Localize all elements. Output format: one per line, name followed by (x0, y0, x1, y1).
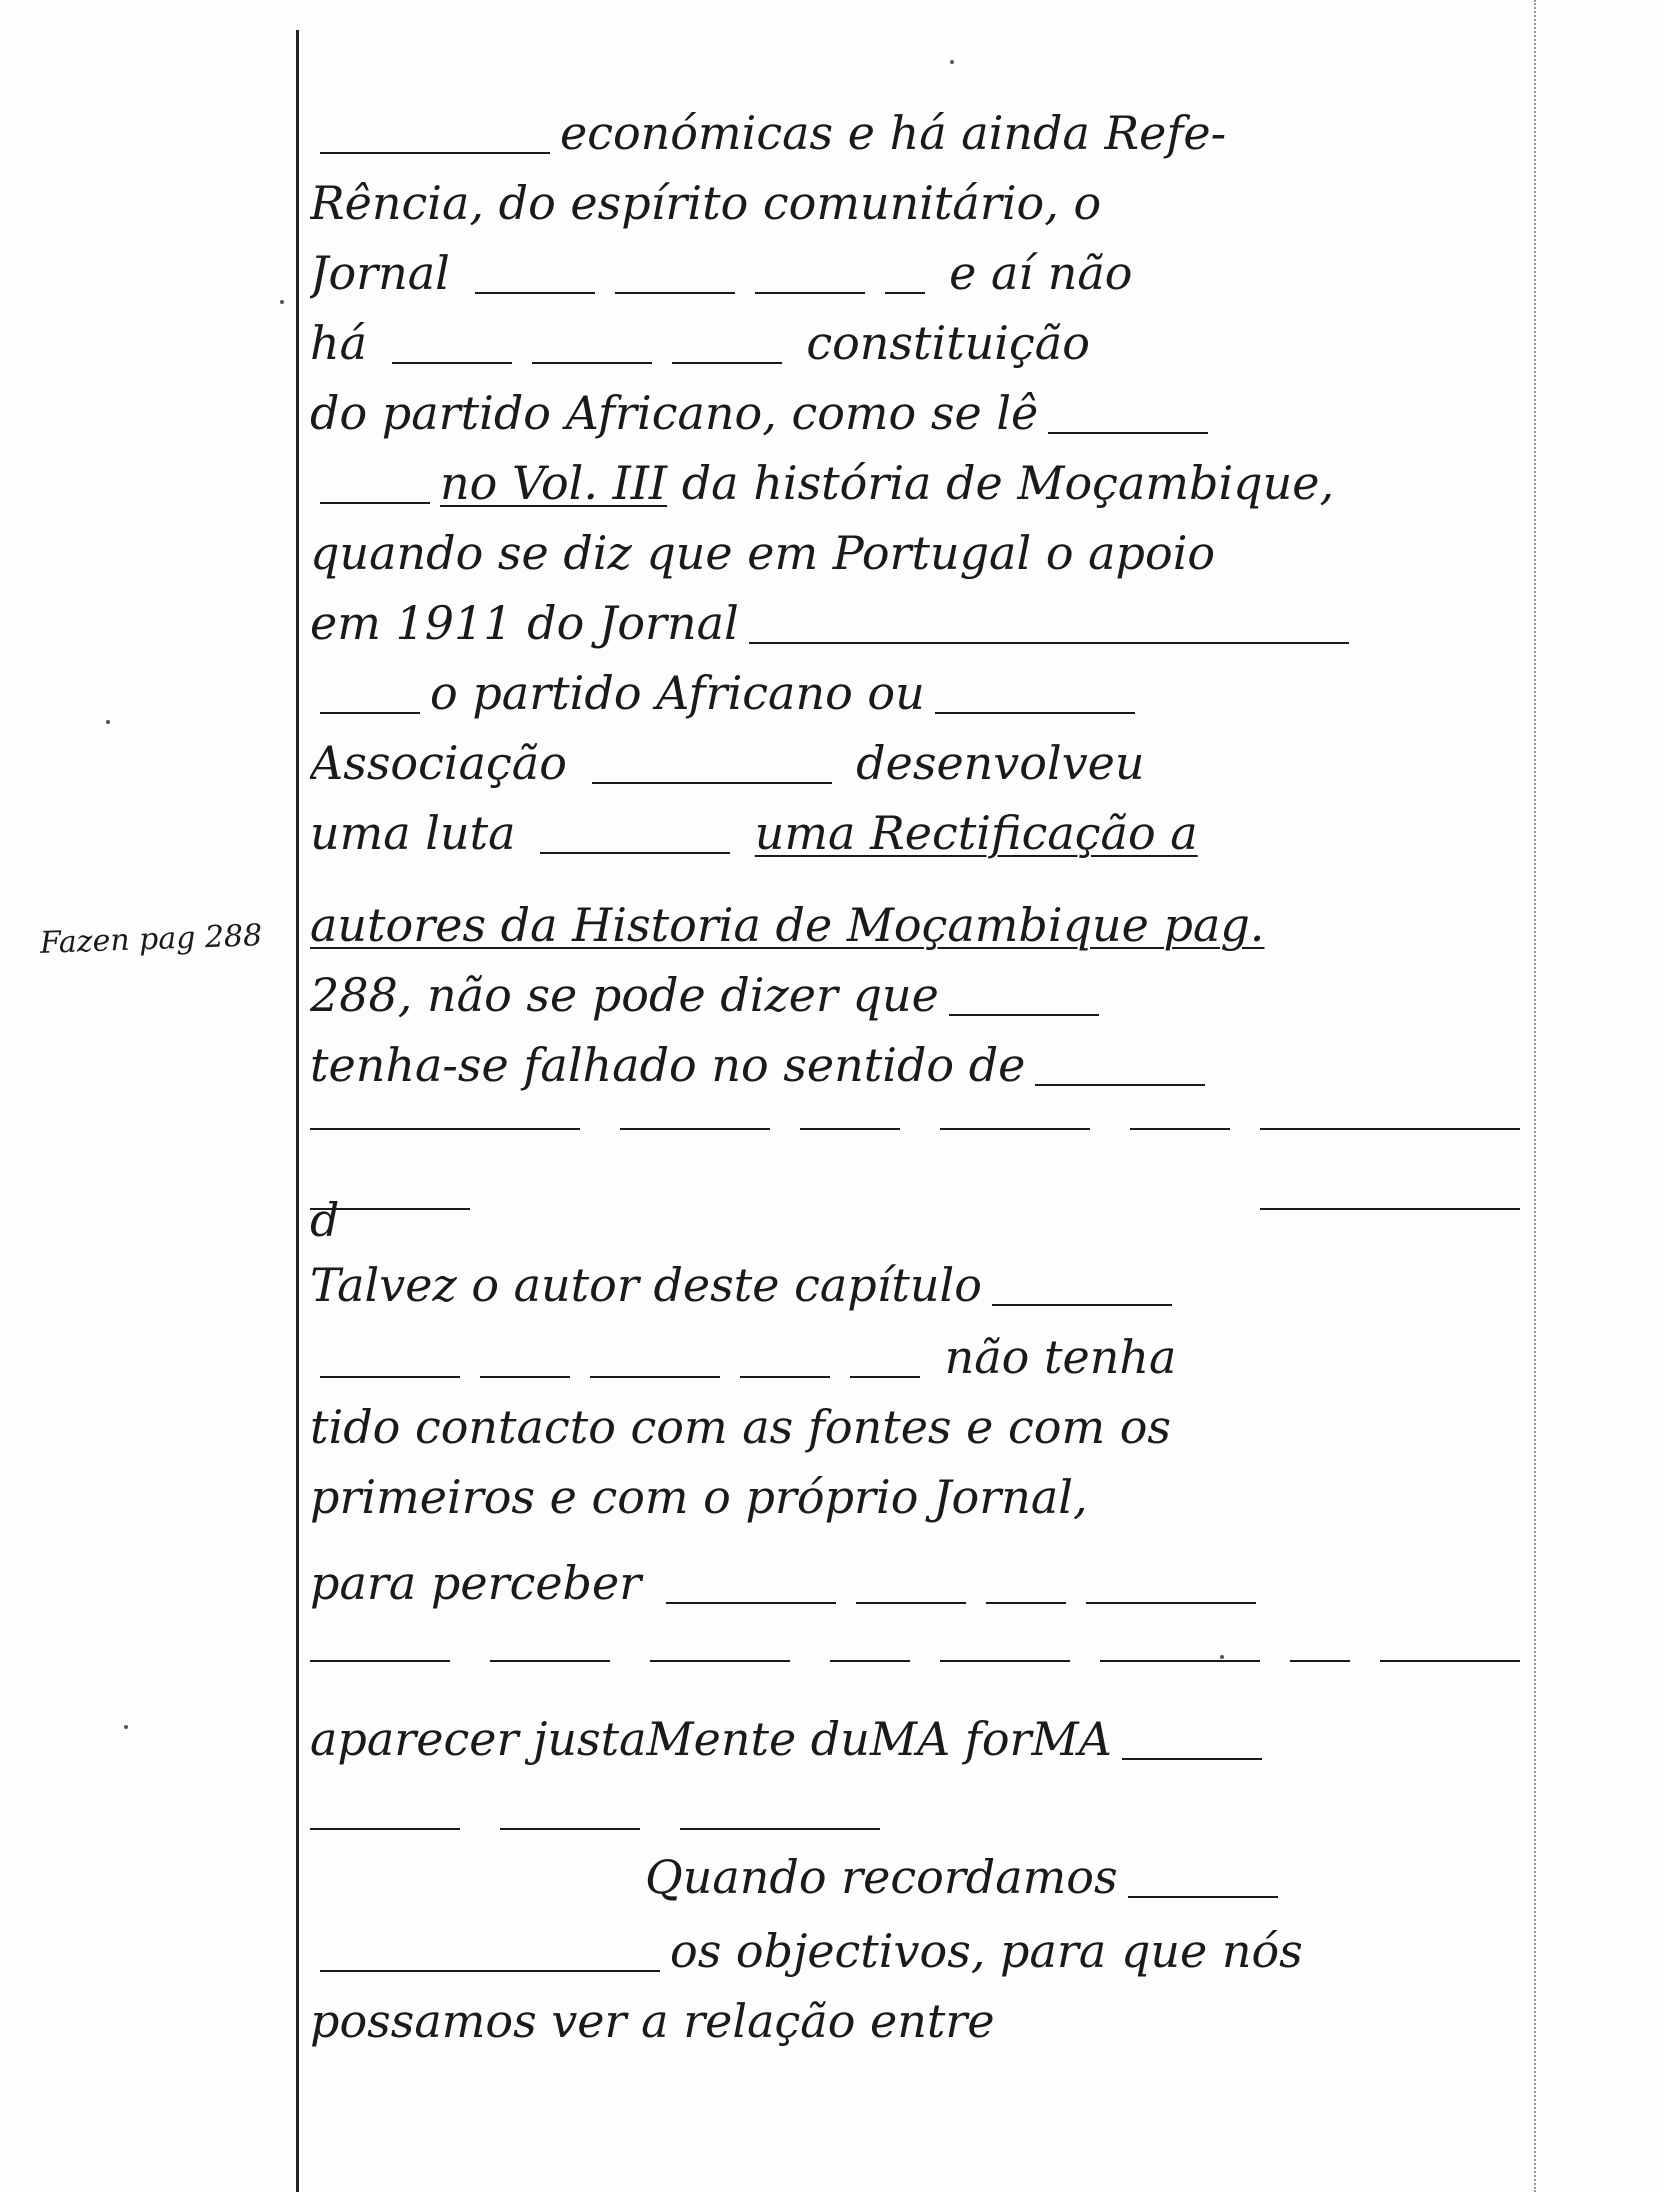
handwritten-line: Associação desenvolveu (310, 736, 1145, 790)
handwritten-line: o partido Africano ou (310, 658, 1525, 728)
blank-line-row (300, 1128, 1530, 1132)
handwritten-line: económicas e há ainda Refe- (310, 98, 1525, 168)
handwritten-line: uma luta uma Rectificação a (310, 806, 1198, 860)
scan-speck (950, 60, 954, 64)
handwritten-line: autores da Historia de Moçambique pag. (310, 898, 1265, 952)
handwritten-line: primeiros e com o próprio Jornal, (310, 1470, 1088, 1524)
handwritten-line: 288, não se pode dizer que (310, 960, 1525, 1030)
blank-line-row (300, 1828, 1530, 1832)
handwritten-line: para perceber (310, 1548, 1525, 1618)
handwritten-line: d (310, 1193, 340, 1247)
handwritten-line: Rência, do espírito comunitário, o (310, 176, 1102, 230)
scan-speck (124, 1725, 128, 1729)
handwritten-line: do partido Africano, como se lê (310, 378, 1525, 448)
handwritten-line: aparecer justaMente duMA forMA (310, 1704, 1525, 1774)
handwritten-line: Quando recordamos (310, 1842, 1525, 1912)
scan-speck (106, 720, 110, 724)
handwritten-line: Jornal e aí não (310, 246, 1133, 300)
handwritten-line: quando se diz que em Portugal o apoio (310, 526, 1216, 580)
margin-note: Fazen pag 288 (39, 918, 263, 961)
handwritten-line: os objectivos, para que nós (310, 1916, 1525, 1986)
handwritten-line: no Vol. III da história de Moçambique, (310, 448, 1525, 518)
margin-rule (296, 30, 299, 2192)
handwritten-line: tenha-se falhado no sentido de (310, 1030, 1525, 1100)
handwritten-line: não tenha (310, 1322, 1525, 1392)
handwritten-line: possamos ver a relação entre (310, 1994, 995, 2048)
handwritten-line: tido contacto com as fontes e com os (310, 1400, 1171, 1454)
scan-edge (1534, 0, 1538, 2192)
blank-line-row (300, 1660, 1530, 1664)
scan-speck (1220, 1655, 1224, 1659)
handwritten-line: há constituição (310, 316, 1090, 370)
scan-speck (280, 300, 284, 304)
handwritten-line: Talvez o autor deste capítulo (310, 1250, 1525, 1320)
handwritten-line: em 1911 do Jornal (310, 588, 1525, 658)
